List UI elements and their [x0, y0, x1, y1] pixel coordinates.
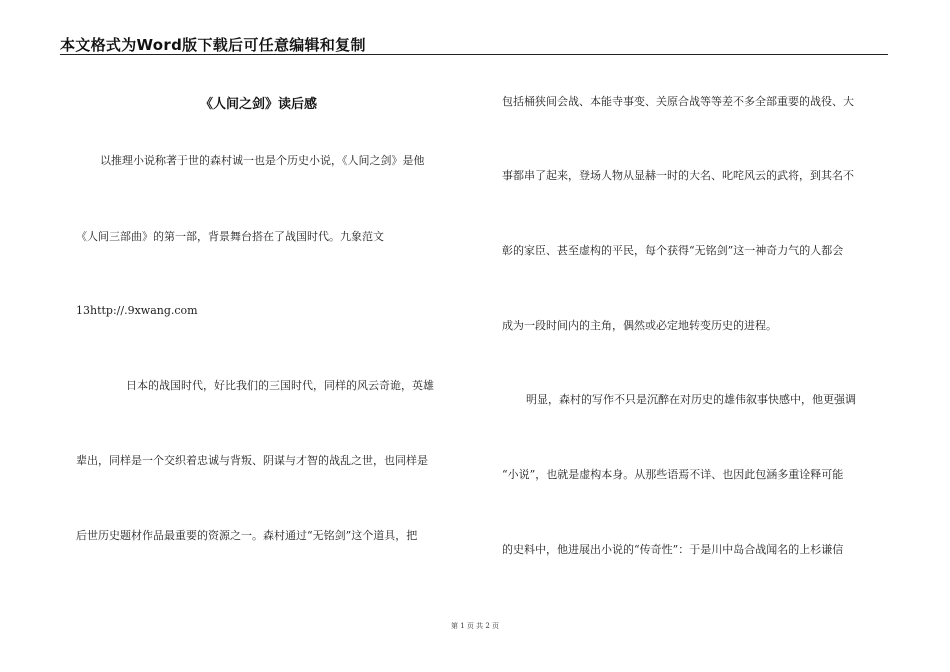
paragraph-line: “小说”，也就是虚构本身。从那些语焉不详、也因此包涵多重诠释可能	[502, 468, 844, 481]
paragraph-line: 的史料中，他进展出小说的“传奇性”：于是川中岛合战闻名的上杉谦信	[502, 543, 844, 556]
paragraph-line: 以推理小说称著于世的森村诚一也是个历史小说，《人间之剑》是他	[100, 154, 425, 167]
paragraph-line: 后世历史题材作品最重要的资源之一。森村通过“无铭剑”这个道具，把	[76, 529, 418, 542]
paragraph-line: 明显，森村的写作不只是沉醉在对历史的雄伟叙事快感中，他更强调	[526, 393, 856, 406]
paragraph-line: 13http://.9xwang.com	[76, 304, 198, 317]
paragraph-line: 包括桶狭间会战、本能寺事变、关原合战等等差不多全部重要的战役、大	[502, 95, 854, 108]
paragraph-line: 成为一段时间内的主角，偶然或必定地转变历史的进程。	[502, 319, 777, 332]
paragraph-line: 事都串了起来，登场人物从显赫一时的大名、叱咤风云的武将，到其名不	[502, 169, 854, 182]
document-title: 《人间之剑》读后感	[200, 97, 318, 112]
header-divider	[60, 54, 888, 55]
page-header-title: 本文格式为Word版下载后可任意编辑和复制	[60, 36, 366, 54]
paragraph-line: 辈出，同样是一个交织着忠诚与背叛、阴谋与才智的战乱之世，也同样是	[76, 454, 428, 467]
paragraph-line: 日本的战国时代，好比我们的三国时代，同样的风云奇诡，英雄	[126, 379, 434, 392]
paragraph-line: 彰的家臣、甚至虚构的平民，每个获得“无铭剑”这一神奇力气的人都会	[502, 244, 844, 257]
page-footer: 第 1 页 共 2 页	[450, 622, 500, 630]
paragraph-line: 《人间三部曲》的第一部，背景舞台搭在了战国时代。九象范文	[76, 230, 384, 243]
